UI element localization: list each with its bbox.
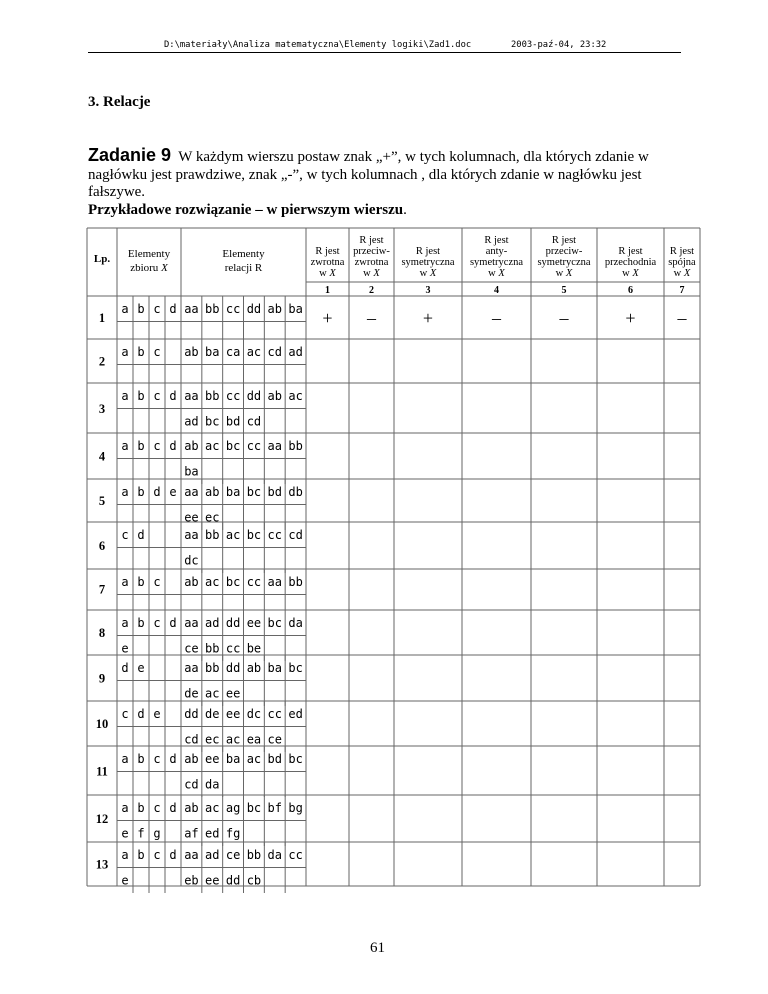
relation-pair: ad [205, 848, 220, 862]
relation-pair: ee [246, 616, 262, 630]
row-lp: 10 [95, 717, 109, 731]
column-header-label: R jest [618, 246, 643, 257]
column-header-label: w X [622, 268, 639, 279]
set-element: a [121, 439, 129, 453]
relation-pair: ag [225, 801, 241, 815]
solution-note: Przykładowe rozwiązanie – w pierwszym wierszu [88, 201, 404, 218]
relation-pair: ce [184, 641, 199, 656]
column-header-label: przeciw- [545, 246, 583, 257]
set-element: d [169, 752, 177, 766]
answer-mark: – [492, 308, 501, 328]
relation-pair: cc [246, 439, 262, 453]
set-element: d [137, 707, 145, 721]
relation-pair: aa [267, 575, 282, 589]
relation-pair: bb [205, 389, 220, 403]
set-element: c [153, 389, 161, 403]
set-element: f [137, 826, 145, 841]
column-header-label: anty- [485, 246, 508, 257]
set-element: d [137, 528, 145, 542]
set-element: c [153, 616, 161, 630]
column-header-label: w X [419, 268, 437, 279]
relation-pair: bb [288, 439, 303, 453]
column-header-label: w X [363, 268, 380, 279]
relation-pair: bb [205, 641, 220, 656]
relation-pair: ab [267, 389, 282, 403]
relation-pair: ac [246, 752, 262, 766]
set-element: d [121, 661, 129, 675]
set-element: c [153, 848, 161, 862]
set-element: e [121, 641, 129, 656]
set-element: c [121, 528, 129, 542]
row-lp: 11 [96, 764, 108, 779]
column-header-label: R jest [551, 235, 577, 246]
relation-pair: aa [184, 302, 199, 316]
relation-pair: dc [246, 707, 262, 721]
relation-pair: ad [184, 414, 199, 429]
set-element: a [121, 801, 129, 815]
relation-pair: bd [267, 752, 282, 766]
set-element: c [153, 439, 161, 453]
relation-pair: ad [288, 345, 303, 359]
column-number: 2 [369, 285, 374, 296]
relation-pair: dd [246, 302, 262, 316]
relation-pair: aa [267, 439, 282, 453]
answer-mark: – [677, 308, 687, 328]
relation-pair: bc [205, 414, 220, 429]
relation-pair: ba [225, 485, 241, 499]
relation-pair: cc [225, 302, 241, 316]
relation-pair: ab [205, 485, 220, 499]
relation-pair: ac [246, 345, 262, 359]
set-element: c [153, 302, 161, 316]
relation-pair: aa [184, 389, 199, 403]
relation-pair: dd [225, 873, 241, 888]
relation-pair: ee [225, 686, 241, 701]
relation-header: Elementy [222, 248, 265, 260]
relation-pair: bd [225, 414, 241, 429]
column-header-label: symetryczna [401, 257, 455, 268]
relation-pair: ec [205, 510, 220, 525]
relation-pair: ac [288, 389, 303, 403]
column-header-label: w X [488, 268, 505, 279]
set-element: b [137, 848, 145, 862]
relation-pair: eb [184, 873, 199, 888]
column-header-label: w X [673, 268, 691, 279]
relation-pair: bc [288, 752, 303, 766]
relation-pair: bb [205, 528, 220, 542]
relation-pair: aa [184, 528, 199, 542]
relation-pair: bb [288, 575, 303, 589]
set-element: d [169, 616, 177, 630]
set-element: c [153, 801, 161, 815]
row-lp: 9 [98, 671, 106, 686]
column-header-label: zwrotna [354, 257, 389, 268]
relation-pair: bb [246, 848, 262, 862]
relation-pair: ee [205, 873, 220, 888]
set-element: a [121, 616, 129, 630]
relation-pair: cb [246, 873, 262, 888]
relation-pair: bb [205, 661, 220, 675]
row-lp: 3 [98, 402, 106, 416]
section-title: 3. Relacje [88, 94, 151, 110]
column-header-label: symetryczna [537, 257, 591, 268]
relation-pair: ab [184, 801, 199, 815]
row-lp: 13 [95, 857, 109, 872]
relation-pair: cc [246, 575, 262, 589]
set-element: d [169, 302, 177, 316]
relation-pair: bc [225, 575, 241, 589]
relation-pair: cc [225, 641, 241, 656]
set-element: a [121, 575, 129, 589]
column-header-label: w X [319, 268, 336, 279]
solution-note-end: . [403, 201, 407, 218]
set-element: a [121, 752, 129, 766]
column-number: 1 [325, 285, 330, 296]
relation-pair: ab [267, 302, 282, 316]
set-header: Elementy [127, 248, 171, 260]
set-element: e [153, 707, 161, 721]
row-lp: 12 [95, 812, 109, 827]
row-lp: 8 [98, 626, 106, 640]
row-lp: 2 [98, 354, 106, 369]
relation-pair: cd [246, 414, 262, 429]
relation-pair: bb [205, 302, 220, 316]
set-element: c [153, 575, 161, 589]
relation-pair: ac [205, 801, 220, 815]
column-header-label: zwrotna [310, 257, 345, 268]
relation-pair: aa [184, 661, 199, 675]
answer-mark: + [422, 308, 434, 328]
column-number: 7 [679, 285, 685, 296]
set-element: c [153, 345, 161, 359]
relation-pair: cd [267, 345, 282, 359]
lp-header: Lp. [93, 253, 111, 265]
relation-pair: ba [225, 752, 241, 766]
relation-pair: ab [184, 752, 199, 766]
answer-mark: + [625, 308, 636, 328]
relation-pair: ac [225, 528, 241, 542]
relation-pair: bc [246, 485, 262, 499]
task-title: Zadanie 9 [88, 145, 172, 165]
relation-pair: af [184, 826, 199, 841]
set-element: c [121, 707, 129, 721]
relation-pair: de [205, 707, 220, 721]
relation-pair: bc [246, 528, 262, 542]
column-header-label: przeciw- [353, 246, 390, 257]
set-element: a [121, 389, 129, 403]
set-element: e [121, 873, 129, 888]
relation-pair: ac [205, 686, 220, 701]
relation-pair: be [246, 641, 262, 656]
set-element: b [137, 439, 145, 453]
relation-pair: bg [288, 801, 303, 815]
page-number: 61 [370, 940, 385, 956]
relation-pair: ee [184, 510, 199, 525]
relation-pair: ba [267, 661, 282, 675]
relation-pair: ea [246, 732, 262, 747]
row-lp: 1 [98, 310, 106, 325]
relation-pair: db [288, 485, 303, 499]
relation-pair: dd [184, 707, 199, 721]
relation-pair: cd [288, 528, 303, 542]
relation-pair: ca [225, 345, 241, 359]
set-element: b [137, 801, 145, 815]
set-element: e [169, 485, 177, 499]
relation-pair: bd [267, 485, 282, 499]
relation-pair: cd [184, 732, 199, 747]
set-element: d [153, 485, 161, 499]
set-element: a [121, 302, 129, 316]
column-number: 5 [561, 285, 567, 296]
set-element: c [153, 752, 161, 766]
relation-pair: da [267, 848, 282, 862]
relation-pair: ed [288, 707, 303, 721]
relation-pair: ab [184, 345, 199, 359]
relation-pair: ac [205, 575, 220, 589]
relation-pair: cc [225, 389, 241, 403]
set-element: g [153, 826, 161, 841]
relation-pair: ba [184, 464, 199, 479]
set-element: e [121, 826, 129, 841]
column-header-label: w X [555, 268, 573, 279]
relation-pair: da [288, 616, 303, 630]
answer-mark: + [322, 308, 333, 328]
set-element: d [169, 389, 177, 403]
set-element: a [121, 345, 129, 359]
relation-pair: aa [184, 485, 199, 499]
column-header-label: R jest [359, 235, 384, 246]
set-element: b [137, 485, 145, 499]
row-lp: 4 [98, 449, 106, 464]
relation-pair: ab [184, 439, 199, 453]
column-header-label: symetryczna [469, 257, 524, 268]
answer-mark: – [367, 308, 376, 328]
row-lp: 6 [98, 539, 106, 554]
answer-mark: – [559, 308, 569, 328]
relation-pair: ce [267, 732, 282, 747]
relation-pair: bc [267, 616, 282, 630]
relation-pair: cc [267, 528, 282, 542]
relation-pair: dd [225, 661, 241, 675]
column-header-label: spójna [668, 257, 696, 268]
set-element: b [137, 616, 145, 630]
column-number: 6 [628, 285, 633, 296]
set-header: zbioru X [130, 262, 168, 274]
set-element: a [121, 485, 129, 499]
relation-pair: bc [225, 439, 241, 453]
column-header-label: R jest [315, 246, 340, 257]
relation-pair: bf [267, 801, 282, 815]
relation-header: relacji R [224, 262, 263, 274]
row-lp: 5 [98, 493, 106, 508]
relation-pair: aa [184, 848, 199, 862]
relation-pair: bc [288, 661, 303, 675]
set-element: e [137, 661, 145, 675]
column-header-label: R jest [669, 246, 695, 257]
relation-pair: ee [205, 752, 220, 766]
set-element: d [169, 801, 177, 815]
set-element: b [137, 752, 145, 766]
relation-pair: ce [225, 848, 241, 862]
relation-pair: ac [205, 439, 220, 453]
set-element: a [121, 848, 129, 862]
column-header-label: R jest [484, 235, 509, 246]
relation-pair: dd [246, 389, 262, 403]
relation-pair: de [184, 686, 199, 701]
relation-pair: ab [246, 661, 262, 675]
set-element: b [137, 575, 145, 589]
relation-pair: ac [225, 732, 241, 747]
set-element: b [137, 345, 145, 359]
task-text: W każdym wierszu postaw znak „+”, w tych kolumnach, dla których zdanie w nagłówku jest prawdziwe, znak „-”, w tych kolumnach , dla których zdanie w nagłówku jest fałszywe. [88, 149, 649, 200]
set-element: b [137, 389, 145, 403]
row-lp: 7 [98, 582, 106, 597]
set-element: d [169, 848, 177, 862]
relation-pair: cc [288, 848, 303, 862]
relation-pair: ed [205, 826, 220, 841]
relation-pair: fg [225, 826, 241, 841]
column-header-label: R jest [415, 246, 441, 257]
relation-pair: bc [246, 801, 262, 815]
set-element: d [169, 439, 177, 453]
column-number: 3 [425, 285, 431, 296]
header-datetime: 2003-paź-04, 23:32 [511, 40, 607, 50]
relation-pair: dd [225, 616, 241, 630]
relation-pair: cc [267, 707, 282, 721]
relation-pair: da [205, 777, 220, 792]
relation-pair: ec [205, 732, 220, 747]
relation-pair: ba [288, 302, 303, 316]
relation-pair: dc [184, 553, 199, 568]
header-file-path: D:\materiały\Analiza matematyczna\Elementy logiki\Zad1.doc [164, 40, 472, 50]
relation-pair: ee [225, 707, 241, 721]
set-element: b [137, 302, 145, 316]
relation-pair: cd [184, 777, 199, 792]
column-header-label: przechodnia [604, 257, 657, 268]
relation-pair: ab [184, 575, 199, 589]
relation-pair: aa [184, 616, 199, 630]
relation-pair: ad [205, 616, 220, 630]
column-number: 4 [494, 285, 499, 296]
relation-pair: ba [205, 345, 220, 359]
